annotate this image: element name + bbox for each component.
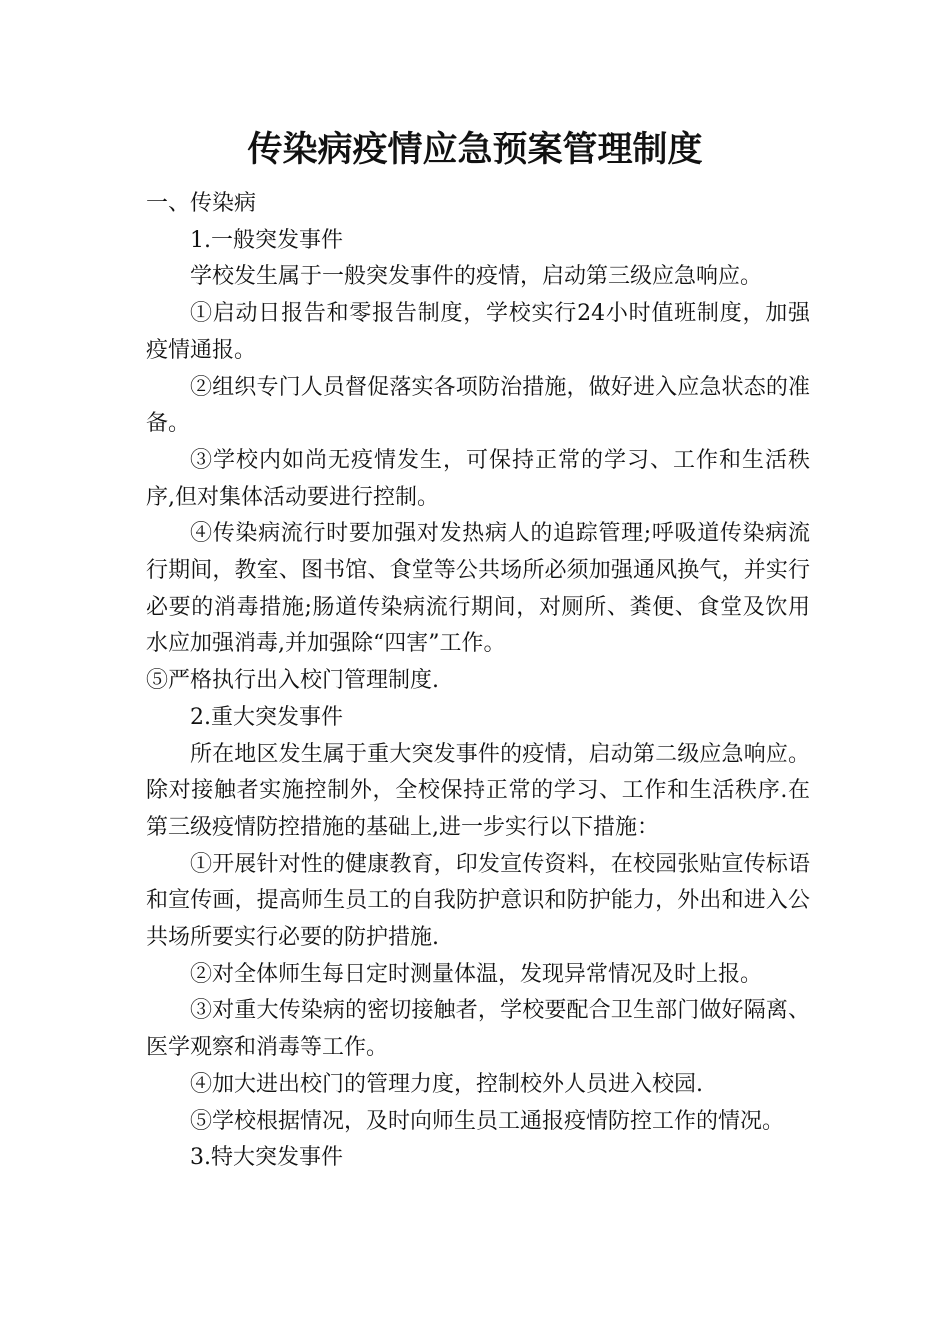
list-item: ⑤严格执行出入校门管理制度. — [146, 668, 439, 694]
document-title: 传染病疫情应急预案管理制度 — [247, 130, 703, 170]
subsection-heading: 2.重大突发事件 — [190, 704, 343, 730]
list-item: ④加大进出校门的管理力度，控制校外人员进入校园. — [190, 1071, 703, 1097]
subsection-heading: 3.特大突发事件 — [190, 1145, 343, 1171]
paragraph: 学校发生属于一般突发事件的疫情，启动第三级应急响应。 — [190, 264, 763, 290]
list-item: ③对重大传染病的密切接触者，学校要配合卫生部门做好隔离、医学观察和消毒等工作。 — [146, 998, 810, 1061]
list-item: ③学校内如尚无疫情发生，可保持正常的学习、工作和生活秩序,但对集体活动要进行控制。 — [146, 447, 810, 510]
document-body — [146, 186, 810, 1177]
list-item: ②组织专门人员督促落实各项防治措施，做好进入应急状态的准备。 — [146, 374, 810, 437]
list-item: ①启动日报告和零报告制度，学校实行24小时值班制度，加强疫情通报。 — [146, 301, 810, 363]
list-item: ⑤学校根据情况，及时向师生员工通报疫情防控工作的情况。 — [190, 1108, 785, 1134]
list-item: ④传染病流行时要加强对发热病人的追踪管理;呼吸道传染病流行期间，教室、图书馆、食堂等公共场所必须加强通风换气，并实行必要的消毒措施;肠道传染病流行期间，对厕所、粪便、食堂及饮用水应加强消毒,并加强除“四害”工作。 — [146, 521, 810, 657]
paragraph: 所在地区发生属于重大突发事件的疫情，启动第二级应急响应。除对接触者实施控制外，全校保持正常的学习、工作和生活秩序.在第三级疫情防控措施的基础上,进一步实行以下措施： — [146, 741, 810, 840]
list-item: ①开展针对性的健康教育，印发宣传资料，在校园张贴宣传标语和宣传画，提高师生员工的自我防护意识和防护能力，外出和进入公共场所要实行必要的防护措施. — [146, 851, 810, 951]
subsection-heading: 1.一般突发事件 — [190, 227, 343, 253]
section-heading: 一、传染病 — [146, 191, 257, 216]
list-item: ②对全体师生每日定时测量体温，发现异常情况及时上报。 — [190, 961, 763, 987]
